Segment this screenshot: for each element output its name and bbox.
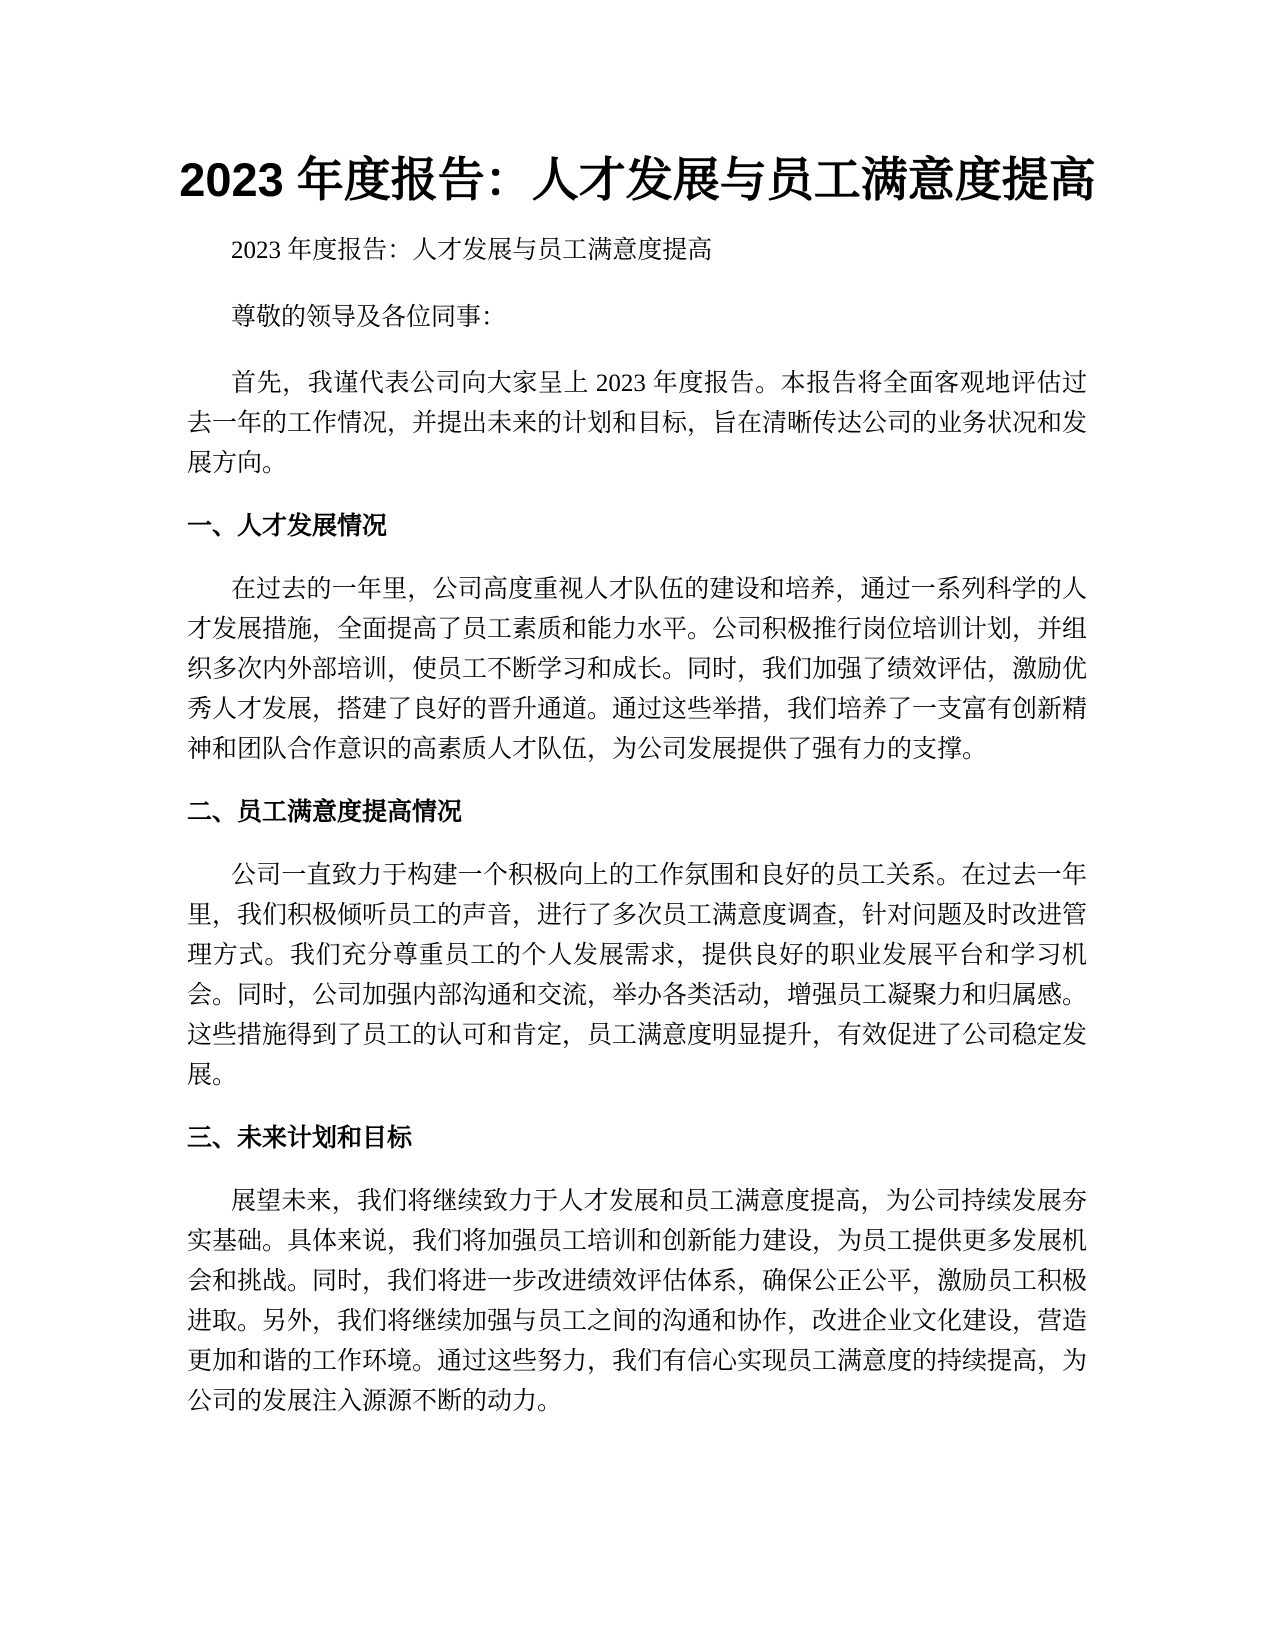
document-title: 2023 年度报告：人才发展与员工满意度提高 (179, 153, 1096, 206)
section-body-employee-satisfaction: 公司一直致力于构建一个积极向上的工作氛围和良好的员工关系。在过去一年里，我们积极倾听员工的声音，进行了多次员工满意度调查，针对问题及时改进管理方式。我们充分尊重员工的个人发展需求，提供良好的职业发展平台和学习机会。同时，公司加强内部沟通和交流，举办各类活动，增强员工凝聚力和归属感。这些措施得到了员工的认可和肯定，员工满意度明显提升，有效促进了公司稳定发展。 (187, 862, 1088, 1089)
section-heading-future-plans: 三、未来计划和目标 (187, 1124, 413, 1152)
intro-paragraph: 首先，我谨代表公司向大家呈上 2023 年度报告。本报告将全面客观地评估过去一年的工作情况，并提出未来的计划和目标，旨在清晰传达公司的业务状况和发展方向。 (187, 370, 1088, 477)
salutation-paragraph: 尊敬的领导及各位同事： (231, 304, 507, 331)
subtitle-paragraph: 2023 年度报告：人才发展与员工满意度提高 (231, 237, 713, 264)
section-body-talent-development: 在过去的一年里，公司高度重视人才队伍的建设和培养，通过一系列科学的人才发展措施，全面提高了员工素质和能力水平。公司积极推行岗位培训计划，并组织多次内外部培训，使员工不断学习和成长。同时，我们加强了绩效评估，激励优秀人才发展，搭建了良好的晋升通道。通过这些举措，我们培养了一支富有创新精神和团队合作意识的高素质人才队伍，为公司发展提供了强有力的支撑。 (187, 576, 1088, 763)
section-heading-employee-satisfaction: 二、员工满意度提高情况 (187, 798, 463, 826)
section-heading-talent-development: 一、人才发展情况 (187, 512, 388, 540)
section-body-future-plans: 展望未来，我们将继续致力于人才发展和员工满意度提高，为公司持续发展夯实基础。具体来说，我们将加强员工培训和创新能力建设，为员工提供更多发展机会和挑战。同时，我们将进一步改进绩效评估体系，确保公正公平，激励员工积极进取。另外，我们将继续加强与员工之间的沟通和协作，改进企业文化建设，营造更加和谐的工作环境。通过这些努力，我们有信心实现员工满意度的持续提高，为公司的发展注入源源不断的动力。 (187, 1188, 1088, 1415)
